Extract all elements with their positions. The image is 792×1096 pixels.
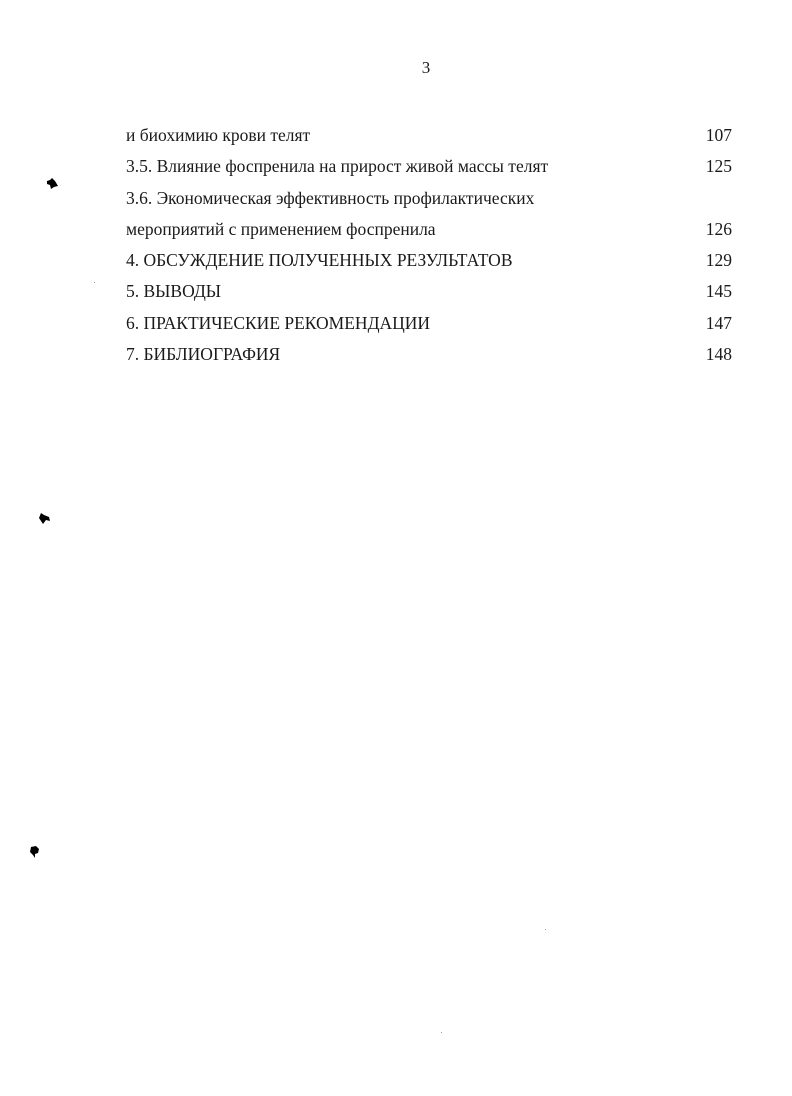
toc-entry-page: 147 xyxy=(705,312,732,333)
toc-entry-page: 145 xyxy=(705,281,732,302)
toc-row xyxy=(126,245,732,276)
page-number: 3 xyxy=(421,58,431,77)
toc-row xyxy=(126,120,732,151)
toc-entry-label: 7. БИБЛИОГРАФИЯ xyxy=(126,344,281,365)
toc-row xyxy=(126,183,732,214)
toc-row xyxy=(126,276,732,307)
toc-row xyxy=(126,214,732,245)
toc-entry-page: 129 xyxy=(705,250,732,271)
toc-entry-label: 3.5. Влияние фоспренила на прирост живой массы телят xyxy=(126,156,549,177)
scan-dot xyxy=(441,1032,442,1033)
scan-speck xyxy=(38,512,52,526)
toc-entry-page: 125 xyxy=(705,156,732,177)
toc-entry-label: 4. ОБСУЖДЕНИЕ ПОЛУЧЕННЫХ РЕЗУЛЬТАТОВ xyxy=(126,250,513,271)
toc-entry-label: мероприятий с применением фоспренила xyxy=(126,218,436,239)
table-of-contents xyxy=(126,120,732,370)
toc-row xyxy=(126,151,732,182)
toc-entry-label: 6. ПРАКТИЧЕСКИЕ РЕКОМЕНДАЦИИ xyxy=(126,312,431,333)
toc-entry-label: и биохимию крови телят xyxy=(126,125,311,145)
scan-dot xyxy=(545,929,546,930)
scan-speck xyxy=(29,845,41,859)
scan-dot xyxy=(94,282,95,283)
scan-speck xyxy=(46,178,60,190)
toc-entry-page: 148 xyxy=(705,344,732,365)
toc-entry-page: 107 xyxy=(705,125,732,145)
toc-entry-page: 126 xyxy=(705,218,732,239)
toc-row xyxy=(126,308,732,339)
toc-row xyxy=(126,339,732,370)
toc-entry-label: 5. ВЫВОДЫ xyxy=(126,281,222,302)
toc-entry-label: 3.6. Экономическая эффективность профилактических xyxy=(126,187,535,208)
